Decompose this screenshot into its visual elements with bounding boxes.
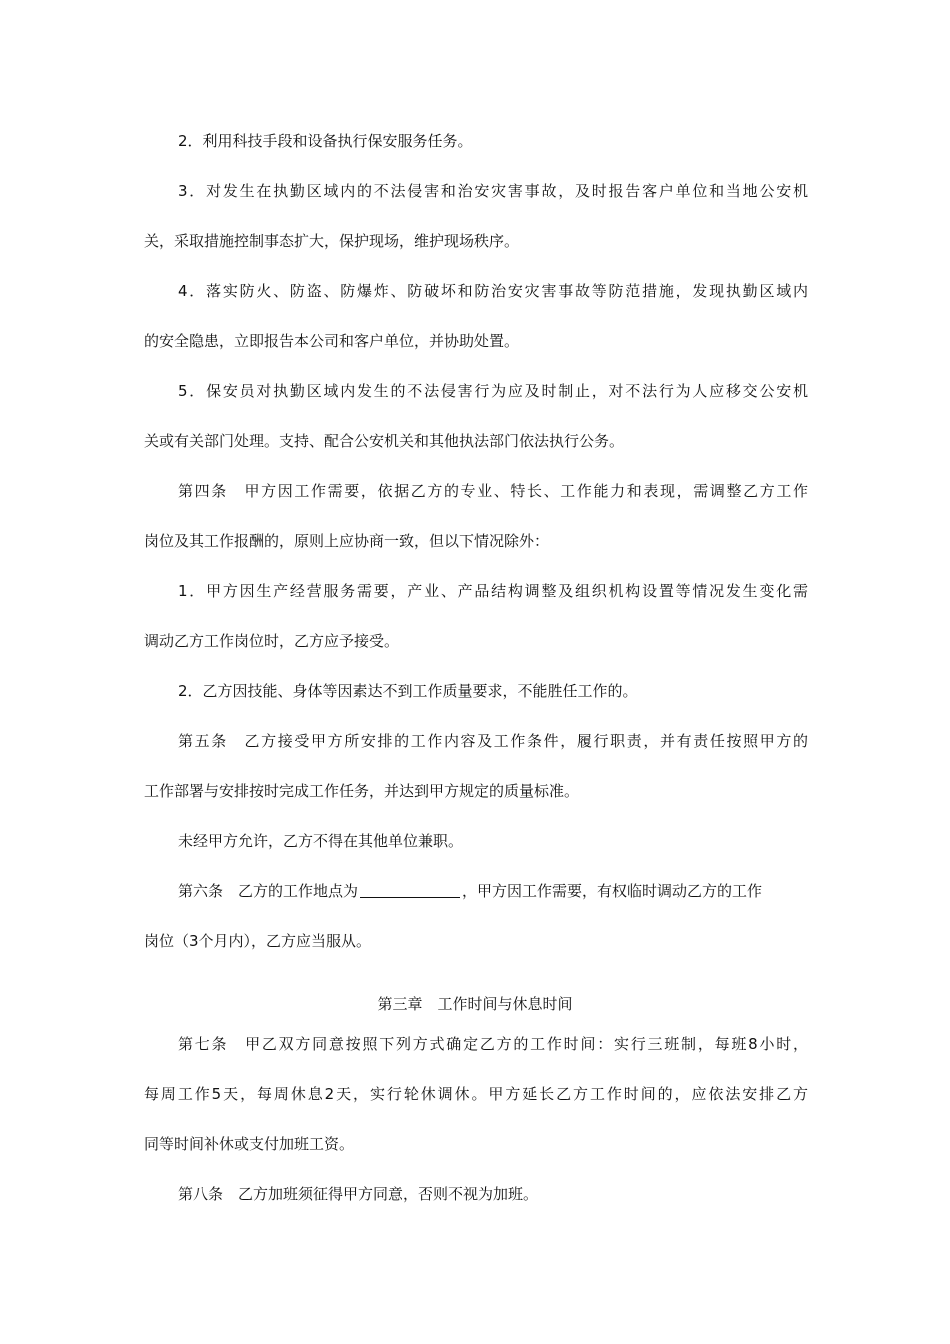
article-7-line-2: 每周工作5天，每周休息2天，实行轮休调休。甲方延长乙方工作时间的，应依法安排乙方 [144,1085,808,1103]
article-7-line-1: 第七条 甲乙双方同意按照下列方式确定乙方的工作时间：实行三班制，每班8小时， [178,1035,808,1053]
article-5-note: 未经甲方允许，乙方不得在其他单位兼职。 [178,832,464,850]
article-6-line-1 [178,881,808,901]
clause-3-item-3-line-1: 3．对发生在执勤区域内的不法侵害和治安灾害事故，及时报告客户单位和当地公安机 [178,182,808,200]
article-6-text-after-blank: ，甲方因工作需要，有权临时调动乙方的工作 [462,882,763,900]
article-6-line-2: 岗位（3个月内），乙方应当服从。 [144,932,372,950]
clause-3-item-3-line-2: 关，采取措施控制事态扩大，保护现场，维护现场秩序。 [144,232,520,250]
article-4-item-1-line-1: 1．甲方因生产经营服务需要，产业、产品结构调整及组织机构设置等情况发生变化需 [178,582,808,600]
clause-3-item-5-line-1: 5．保安员对执勤区域内发生的不法侵害行为应及时制止，对不法行为人应移交公安机 [178,382,808,400]
article-8: 第八条 乙方加班须征得甲方同意，否则不视为加班。 [178,1185,539,1203]
chapter-3-heading: 第三章 工作时间与休息时间 [377,995,573,1013]
article-5-line-2: 工作部署与安排按时完成工作任务，并达到甲方规定的质量标准。 [144,782,580,800]
article-4-line-1: 第四条 甲方因工作需要，依据乙方的专业、特长、工作能力和表现，需调整乙方工作 [178,482,808,500]
clause-3-item-5-line-2: 关或有关部门处理。支持、配合公安机关和其他执法部门依法执行公务。 [144,432,625,450]
clause-3-item-2: 2．利用科技手段和设备执行保安服务任务。 [178,132,473,150]
article-4-line-2: 岗位及其工作报酬的，原则上应协商一致，但以下情况除外： [144,532,550,550]
clause-3-item-4-line-2: 的安全隐患，立即报告本公司和客户单位，并协助处置。 [144,332,520,350]
article-4-item-2: 2．乙方因技能、身体等因素达不到工作质量要求，不能胜任工作的。 [178,682,638,700]
clause-3-item-4-line-1: 4．落实防火、防盗、防爆炸、防破坏和防治安灾害事故等防范措施，发现执勤区域内 [178,282,808,300]
article-5-line-1: 第五条 乙方接受甲方所安排的工作内容及工作条件，履行职责，并有责任按照甲方的 [178,732,808,750]
article-6-text-before-blank: 第六条 乙方的工作地点为 [178,882,359,900]
article-7-line-3: 同等时间补休或支付加班工资。 [144,1135,355,1153]
article-4-item-1-line-2: 调动乙方工作岗位时，乙方应予接受。 [144,632,400,650]
work-location-blank [360,896,460,898]
